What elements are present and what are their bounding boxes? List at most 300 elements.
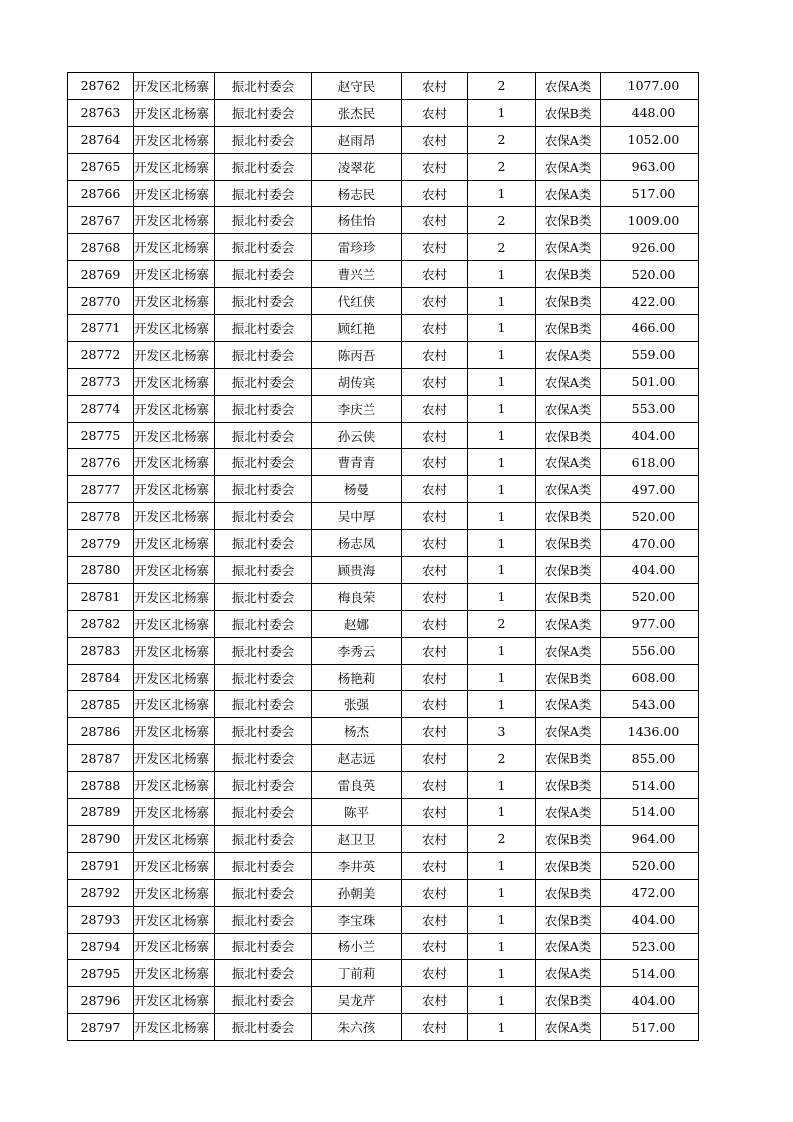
- table-row: [68, 1014, 699, 1041]
- record-table-body: [68, 73, 699, 1041]
- town-cell: 开发区北杨寨: [134, 664, 215, 691]
- table-row: [68, 799, 699, 826]
- table-row: [68, 852, 699, 879]
- serial-cell: 28775: [68, 422, 134, 449]
- table-row: [68, 99, 699, 126]
- category-cell: 农保B类: [536, 207, 601, 234]
- committee-cell: 振北村委会: [215, 825, 312, 852]
- count-cell: 2: [468, 126, 536, 153]
- table-row: [68, 368, 699, 395]
- area-type-cell: 农村: [402, 610, 468, 637]
- amount-cell: 553.00: [601, 395, 699, 422]
- amount-cell: 608.00: [601, 664, 699, 691]
- serial-cell: 28764: [68, 126, 134, 153]
- category-cell: 农保A类: [536, 449, 601, 476]
- table-row: [68, 530, 699, 557]
- serial-cell: 28795: [68, 960, 134, 987]
- count-cell: 1: [468, 368, 536, 395]
- amount-cell: 543.00: [601, 691, 699, 718]
- town-cell: 开发区北杨寨: [134, 772, 215, 799]
- category-cell: 农保B类: [536, 825, 601, 852]
- amount-cell: 466.00: [601, 315, 699, 342]
- amount-cell: 501.00: [601, 368, 699, 395]
- committee-cell: 振北村委会: [215, 288, 312, 315]
- category-cell: 农保A类: [536, 799, 601, 826]
- count-cell: 3: [468, 718, 536, 745]
- name-cell: 曹兴兰: [312, 261, 402, 288]
- area-type-cell: 农村: [402, 799, 468, 826]
- category-cell: 农保B类: [536, 906, 601, 933]
- amount-cell: 514.00: [601, 799, 699, 826]
- name-cell: 杨小兰: [312, 933, 402, 960]
- committee-cell: 振北村委会: [215, 745, 312, 772]
- category-cell: 农保A类: [536, 395, 601, 422]
- area-type-cell: 农村: [402, 207, 468, 234]
- committee-cell: 振北村委会: [215, 207, 312, 234]
- count-cell: 1: [468, 906, 536, 933]
- committee-cell: 振北村委会: [215, 530, 312, 557]
- committee-cell: 振北村委会: [215, 73, 312, 100]
- category-cell: 农保A类: [536, 234, 601, 261]
- town-cell: 开发区北杨寨: [134, 73, 215, 100]
- committee-cell: 振北村委会: [215, 395, 312, 422]
- count-cell: 1: [468, 772, 536, 799]
- count-cell: 1: [468, 395, 536, 422]
- committee-cell: 振北村委会: [215, 368, 312, 395]
- town-cell: 开发区北杨寨: [134, 799, 215, 826]
- table-row: [68, 503, 699, 530]
- count-cell: 1: [468, 422, 536, 449]
- count-cell: 2: [468, 73, 536, 100]
- name-cell: 顾红艳: [312, 315, 402, 342]
- name-cell: 赵娜: [312, 610, 402, 637]
- amount-cell: 1052.00: [601, 126, 699, 153]
- amount-cell: 855.00: [601, 745, 699, 772]
- serial-cell: 28777: [68, 476, 134, 503]
- serial-cell: 28791: [68, 852, 134, 879]
- name-cell: 赵守民: [312, 73, 402, 100]
- count-cell: 1: [468, 99, 536, 126]
- category-cell: 农保A类: [536, 637, 601, 664]
- name-cell: 曹青青: [312, 449, 402, 476]
- town-cell: 开发区北杨寨: [134, 476, 215, 503]
- name-cell: 胡传宾: [312, 368, 402, 395]
- name-cell: 李秀云: [312, 637, 402, 664]
- committee-cell: 振北村委会: [215, 906, 312, 933]
- name-cell: 代红侠: [312, 288, 402, 315]
- area-type-cell: 农村: [402, 73, 468, 100]
- count-cell: 2: [468, 610, 536, 637]
- name-cell: 李宝珠: [312, 906, 402, 933]
- name-cell: 杨杰: [312, 718, 402, 745]
- area-type-cell: 农村: [402, 772, 468, 799]
- category-cell: 农保B类: [536, 664, 601, 691]
- town-cell: 开发区北杨寨: [134, 422, 215, 449]
- count-cell: 1: [468, 637, 536, 664]
- committee-cell: 振北村委会: [215, 879, 312, 906]
- serial-cell: 28780: [68, 557, 134, 584]
- committee-cell: 振北村委会: [215, 664, 312, 691]
- name-cell: 雷良英: [312, 772, 402, 799]
- category-cell: 农保A类: [536, 368, 601, 395]
- amount-cell: 517.00: [601, 1014, 699, 1041]
- count-cell: 1: [468, 341, 536, 368]
- serial-cell: 28763: [68, 99, 134, 126]
- amount-cell: 520.00: [601, 503, 699, 530]
- area-type-cell: 农村: [402, 825, 468, 852]
- category-cell: 农保B类: [536, 288, 601, 315]
- committee-cell: 振北村委会: [215, 718, 312, 745]
- serial-cell: 28784: [68, 664, 134, 691]
- serial-cell: 28766: [68, 180, 134, 207]
- town-cell: 开发区北杨寨: [134, 745, 215, 772]
- area-type-cell: 农村: [402, 960, 468, 987]
- name-cell: 张杰民: [312, 99, 402, 126]
- table-row: [68, 288, 699, 315]
- area-type-cell: 农村: [402, 288, 468, 315]
- area-type-cell: 农村: [402, 530, 468, 557]
- town-cell: 开发区北杨寨: [134, 368, 215, 395]
- area-type-cell: 农村: [402, 261, 468, 288]
- town-cell: 开发区北杨寨: [134, 234, 215, 261]
- amount-cell: 404.00: [601, 906, 699, 933]
- name-cell: 吴中厚: [312, 503, 402, 530]
- serial-cell: 28790: [68, 825, 134, 852]
- area-type-cell: 农村: [402, 637, 468, 664]
- amount-cell: 514.00: [601, 772, 699, 799]
- count-cell: 1: [468, 288, 536, 315]
- town-cell: 开发区北杨寨: [134, 1014, 215, 1041]
- serial-cell: 28783: [68, 637, 134, 664]
- area-type-cell: 农村: [402, 987, 468, 1014]
- count-cell: 1: [468, 852, 536, 879]
- table-row: [68, 610, 699, 637]
- serial-cell: 28796: [68, 987, 134, 1014]
- count-cell: 1: [468, 933, 536, 960]
- serial-cell: 28769: [68, 261, 134, 288]
- category-cell: 农保A类: [536, 691, 601, 718]
- town-cell: 开发区北杨寨: [134, 583, 215, 610]
- area-type-cell: 农村: [402, 718, 468, 745]
- area-type-cell: 农村: [402, 745, 468, 772]
- table-row: [68, 476, 699, 503]
- town-cell: 开发区北杨寨: [134, 341, 215, 368]
- area-type-cell: 农村: [402, 476, 468, 503]
- count-cell: 2: [468, 234, 536, 261]
- serial-cell: 28771: [68, 315, 134, 342]
- category-cell: 农保B类: [536, 530, 601, 557]
- name-cell: 丁前莉: [312, 960, 402, 987]
- serial-cell: 28785: [68, 691, 134, 718]
- amount-cell: 1436.00: [601, 718, 699, 745]
- town-cell: 开发区北杨寨: [134, 449, 215, 476]
- amount-cell: 422.00: [601, 288, 699, 315]
- category-cell: 农保B类: [536, 987, 601, 1014]
- count-cell: 1: [468, 960, 536, 987]
- town-cell: 开发区北杨寨: [134, 637, 215, 664]
- serial-cell: 28797: [68, 1014, 134, 1041]
- committee-cell: 振北村委会: [215, 691, 312, 718]
- area-type-cell: 农村: [402, 664, 468, 691]
- area-type-cell: 农村: [402, 99, 468, 126]
- category-cell: 农保B类: [536, 745, 601, 772]
- area-type-cell: 农村: [402, 906, 468, 933]
- committee-cell: 振北村委会: [215, 476, 312, 503]
- count-cell: 1: [468, 530, 536, 557]
- category-cell: 农保A类: [536, 1014, 601, 1041]
- amount-cell: 977.00: [601, 610, 699, 637]
- area-type-cell: 农村: [402, 557, 468, 584]
- amount-cell: 964.00: [601, 825, 699, 852]
- count-cell: 1: [468, 799, 536, 826]
- table-row: [68, 422, 699, 449]
- count-cell: 1: [468, 583, 536, 610]
- category-cell: 农保B类: [536, 583, 601, 610]
- category-cell: 农保A类: [536, 73, 601, 100]
- table-row: [68, 960, 699, 987]
- serial-cell: 28788: [68, 772, 134, 799]
- serial-cell: 28773: [68, 368, 134, 395]
- serial-cell: 28767: [68, 207, 134, 234]
- name-cell: 杨艳莉: [312, 664, 402, 691]
- amount-cell: 470.00: [601, 530, 699, 557]
- name-cell: 顾贵海: [312, 557, 402, 584]
- area-type-cell: 农村: [402, 368, 468, 395]
- category-cell: 农保B类: [536, 315, 601, 342]
- town-cell: 开发区北杨寨: [134, 503, 215, 530]
- committee-cell: 振北村委会: [215, 610, 312, 637]
- town-cell: 开发区北杨寨: [134, 852, 215, 879]
- amount-cell: 559.00: [601, 341, 699, 368]
- area-type-cell: 农村: [402, 449, 468, 476]
- name-cell: 杨志民: [312, 180, 402, 207]
- table-row: [68, 180, 699, 207]
- name-cell: 张强: [312, 691, 402, 718]
- committee-cell: 振北村委会: [215, 987, 312, 1014]
- amount-cell: 404.00: [601, 422, 699, 449]
- committee-cell: 振北村委会: [215, 261, 312, 288]
- area-type-cell: 农村: [402, 933, 468, 960]
- serial-cell: 28794: [68, 933, 134, 960]
- amount-cell: 1077.00: [601, 73, 699, 100]
- town-cell: 开发区北杨寨: [134, 261, 215, 288]
- town-cell: 开发区北杨寨: [134, 315, 215, 342]
- category-cell: 农保B类: [536, 99, 601, 126]
- town-cell: 开发区北杨寨: [134, 906, 215, 933]
- serial-cell: 28789: [68, 799, 134, 826]
- town-cell: 开发区北杨寨: [134, 960, 215, 987]
- committee-cell: 振北村委会: [215, 960, 312, 987]
- category-cell: 农保A类: [536, 610, 601, 637]
- name-cell: 李庆兰: [312, 395, 402, 422]
- town-cell: 开发区北杨寨: [134, 207, 215, 234]
- serial-cell: 28768: [68, 234, 134, 261]
- name-cell: 杨曼: [312, 476, 402, 503]
- town-cell: 开发区北杨寨: [134, 557, 215, 584]
- committee-cell: 振北村委会: [215, 99, 312, 126]
- area-type-cell: 农村: [402, 879, 468, 906]
- table-row: [68, 315, 699, 342]
- table-row: [68, 73, 699, 100]
- table-row: [68, 261, 699, 288]
- table-row: [68, 557, 699, 584]
- table-row: [68, 395, 699, 422]
- serial-cell: 28778: [68, 503, 134, 530]
- category-cell: 农保A类: [536, 153, 601, 180]
- amount-cell: 517.00: [601, 180, 699, 207]
- category-cell: 农保B类: [536, 557, 601, 584]
- count-cell: 1: [468, 879, 536, 906]
- town-cell: 开发区北杨寨: [134, 610, 215, 637]
- count-cell: 1: [468, 449, 536, 476]
- committee-cell: 振北村委会: [215, 315, 312, 342]
- committee-cell: 振北村委会: [215, 126, 312, 153]
- amount-cell: 404.00: [601, 987, 699, 1014]
- amount-cell: 520.00: [601, 583, 699, 610]
- table-row: [68, 772, 699, 799]
- name-cell: 雷珍珍: [312, 234, 402, 261]
- count-cell: 1: [468, 476, 536, 503]
- amount-cell: 556.00: [601, 637, 699, 664]
- town-cell: 开发区北杨寨: [134, 987, 215, 1014]
- serial-cell: 28786: [68, 718, 134, 745]
- amount-cell: 618.00: [601, 449, 699, 476]
- table-row: [68, 825, 699, 852]
- serial-cell: 28782: [68, 610, 134, 637]
- category-cell: 农保A类: [536, 933, 601, 960]
- count-cell: 2: [468, 153, 536, 180]
- committee-cell: 振北村委会: [215, 422, 312, 449]
- serial-cell: 28787: [68, 745, 134, 772]
- table-row: [68, 126, 699, 153]
- serial-cell: 28781: [68, 583, 134, 610]
- town-cell: 开发区北杨寨: [134, 933, 215, 960]
- town-cell: 开发区北杨寨: [134, 718, 215, 745]
- name-cell: 赵卫卫: [312, 825, 402, 852]
- town-cell: 开发区北杨寨: [134, 288, 215, 315]
- count-cell: 1: [468, 180, 536, 207]
- committee-cell: 振北村委会: [215, 557, 312, 584]
- area-type-cell: 农村: [402, 503, 468, 530]
- table-row: [68, 987, 699, 1014]
- committee-cell: 振北村委会: [215, 180, 312, 207]
- town-cell: 开发区北杨寨: [134, 530, 215, 557]
- category-cell: 农保B类: [536, 879, 601, 906]
- area-type-cell: 农村: [402, 583, 468, 610]
- category-cell: 农保A类: [536, 718, 601, 745]
- area-type-cell: 农村: [402, 422, 468, 449]
- serial-cell: 28792: [68, 879, 134, 906]
- committee-cell: 振北村委会: [215, 583, 312, 610]
- committee-cell: 振北村委会: [215, 153, 312, 180]
- table-row: [68, 691, 699, 718]
- name-cell: 梅良荣: [312, 583, 402, 610]
- serial-cell: 28774: [68, 395, 134, 422]
- committee-cell: 振北村委会: [215, 799, 312, 826]
- count-cell: 1: [468, 691, 536, 718]
- committee-cell: 振北村委会: [215, 637, 312, 664]
- serial-cell: 28779: [68, 530, 134, 557]
- name-cell: 陈平: [312, 799, 402, 826]
- name-cell: 凌翠花: [312, 153, 402, 180]
- category-cell: 农保B类: [536, 503, 601, 530]
- table-row: [68, 879, 699, 906]
- category-cell: 农保A类: [536, 126, 601, 153]
- count-cell: 1: [468, 557, 536, 584]
- town-cell: 开发区北杨寨: [134, 825, 215, 852]
- category-cell: 农保A类: [536, 341, 601, 368]
- town-cell: 开发区北杨寨: [134, 180, 215, 207]
- table-row: [68, 745, 699, 772]
- name-cell: 朱六孩: [312, 1014, 402, 1041]
- record-table: [67, 72, 699, 1041]
- table-row: [68, 341, 699, 368]
- table-row: [68, 583, 699, 610]
- name-cell: 孙朝美: [312, 879, 402, 906]
- serial-cell: 28770: [68, 288, 134, 315]
- table-row: [68, 933, 699, 960]
- committee-cell: 振北村委会: [215, 341, 312, 368]
- committee-cell: 振北村委会: [215, 1014, 312, 1041]
- count-cell: 2: [468, 207, 536, 234]
- area-type-cell: 农村: [402, 691, 468, 718]
- serial-cell: 28762: [68, 73, 134, 100]
- committee-cell: 振北村委会: [215, 449, 312, 476]
- area-type-cell: 农村: [402, 341, 468, 368]
- area-type-cell: 农村: [402, 852, 468, 879]
- name-cell: 吴龙芹: [312, 987, 402, 1014]
- amount-cell: 523.00: [601, 933, 699, 960]
- count-cell: 1: [468, 1014, 536, 1041]
- count-cell: 1: [468, 987, 536, 1014]
- table-row: [68, 153, 699, 180]
- area-type-cell: 农村: [402, 180, 468, 207]
- category-cell: 农保A类: [536, 960, 601, 987]
- category-cell: 农保B类: [536, 772, 601, 799]
- committee-cell: 振北村委会: [215, 234, 312, 261]
- amount-cell: 1009.00: [601, 207, 699, 234]
- name-cell: 孙云侠: [312, 422, 402, 449]
- area-type-cell: 农村: [402, 153, 468, 180]
- serial-cell: 28776: [68, 449, 134, 476]
- committee-cell: 振北村委会: [215, 772, 312, 799]
- count-cell: 2: [468, 745, 536, 772]
- amount-cell: 520.00: [601, 852, 699, 879]
- serial-cell: 28765: [68, 153, 134, 180]
- area-type-cell: 农村: [402, 234, 468, 261]
- table-row: [68, 234, 699, 261]
- table-row: [68, 637, 699, 664]
- count-cell: 1: [468, 503, 536, 530]
- amount-cell: 963.00: [601, 153, 699, 180]
- name-cell: 杨佳怡: [312, 207, 402, 234]
- name-cell: 李井英: [312, 852, 402, 879]
- town-cell: 开发区北杨寨: [134, 153, 215, 180]
- count-cell: 1: [468, 261, 536, 288]
- table-row: [68, 906, 699, 933]
- category-cell: 农保A类: [536, 476, 601, 503]
- category-cell: 农保B类: [536, 852, 601, 879]
- area-type-cell: 农村: [402, 1014, 468, 1041]
- area-type-cell: 农村: [402, 126, 468, 153]
- count-cell: 1: [468, 315, 536, 342]
- committee-cell: 振北村委会: [215, 933, 312, 960]
- table-row: [68, 449, 699, 476]
- town-cell: 开发区北杨寨: [134, 879, 215, 906]
- table-row: [68, 664, 699, 691]
- category-cell: 农保B类: [536, 422, 601, 449]
- town-cell: 开发区北杨寨: [134, 691, 215, 718]
